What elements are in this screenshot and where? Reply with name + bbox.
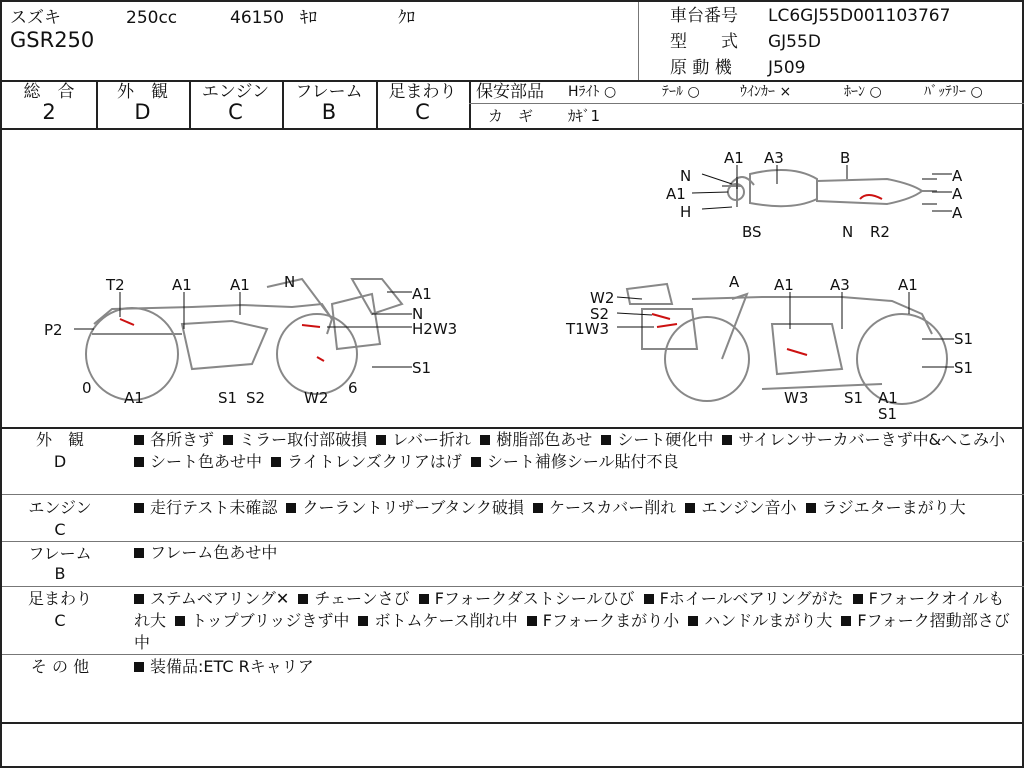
vehicle-color: ｸﾛ — [398, 8, 415, 28]
remark-item: ボトムケース削れ中 — [358, 611, 517, 630]
remark-suspension-label: 足まわり — [27, 589, 92, 608]
grade-frame-label: フレーム — [295, 82, 363, 102]
diag-top-2: A3 — [764, 149, 784, 167]
top-damage-mark — [860, 195, 882, 199]
remark-suspension-items — [134, 588, 1014, 654]
remark-item: Fフォーク摺動部さび中 — [134, 611, 1010, 652]
diag-top-4: N — [680, 167, 692, 185]
diag-left-10: 0 — [82, 379, 92, 397]
diag-top-6: H — [680, 203, 692, 221]
horn-label: ﾎｰﾝ — [844, 84, 865, 100]
displacement: 250cc — [126, 8, 178, 28]
remark-item: ハンドルまがり大 — [688, 611, 832, 630]
remark-frame-grade: B — [54, 564, 66, 583]
horn-mark: ○ — [869, 84, 882, 100]
diag-left-1: T2 — [106, 276, 125, 294]
diag-left-2: A1 — [172, 276, 192, 294]
headlight-item — [568, 82, 616, 102]
diag-right-7: T1W3 — [566, 320, 610, 338]
diag-top-5: A1 — [666, 185, 686, 203]
diag-right-5: W2 — [590, 289, 615, 307]
key-label: カ ギ — [488, 107, 534, 125]
battery-label: ﾊﾞｯﾃﾘｰ — [924, 84, 966, 100]
remark-exterior-items — [134, 429, 1014, 473]
diag-top-8: A — [952, 185, 963, 203]
remark-item: ライトレンズクリアはげ — [271, 452, 462, 471]
diag-left-8: P2 — [44, 321, 63, 339]
remark-other-items — [134, 656, 1014, 678]
diag-right-3: A3 — [830, 276, 850, 294]
diag-right-12: A1 — [878, 389, 898, 407]
tail-item — [662, 82, 700, 102]
diag-left-3: A1 — [230, 276, 250, 294]
headlight-label: Hﾗｲﾄ — [568, 84, 600, 100]
remark-exterior-grade: D — [53, 452, 67, 471]
remark-item: シート補修シール貼付不良 — [471, 452, 679, 471]
remark-item: シート硬化中 — [601, 430, 713, 449]
remark-engine-items — [134, 497, 1014, 519]
remark-item: ミラー取付部破損 — [223, 430, 367, 449]
remark-item: Fフォークダストシールひび — [419, 589, 635, 608]
remark-item: 各所きず — [134, 430, 214, 449]
diag-left-5: A1 — [412, 285, 432, 303]
remark-suspension-grade: C — [54, 611, 66, 630]
remark-item: フレーム色あせ中 — [134, 543, 277, 562]
frame-no-label: 車台番号 — [670, 6, 738, 26]
remark-frame-items — [134, 542, 1014, 564]
right-side-sketch — [627, 284, 947, 404]
remark-item: 装備品:ETC Rキャリア — [134, 657, 314, 676]
key-value: ｶｷﾞ1 — [568, 107, 601, 125]
remark-item: ケースカバー削れ — [533, 498, 676, 517]
diag-left-7: H2W3 — [412, 320, 458, 338]
remark-item: ステムベアリング✕ — [134, 589, 289, 608]
diag-left-12: S1 — [218, 389, 238, 407]
diag-right-9: S1 — [954, 359, 974, 377]
grade-engine-value: C — [228, 100, 243, 124]
winker-mark: × — [779, 84, 792, 100]
tail-label: ﾃｰﾙ — [662, 84, 683, 100]
diag-top-1: A1 — [724, 149, 744, 167]
diag-left-9: S1 — [412, 359, 432, 377]
grade-frame-value: B — [321, 100, 337, 124]
headlight-mark: ○ — [603, 84, 617, 100]
diag-left-6: N — [412, 305, 424, 323]
diag-right-11: S1 — [844, 389, 864, 407]
top-view-sketch — [722, 170, 937, 207]
remark-frame-label: フレーム — [28, 544, 92, 563]
diag-right-10: W3 — [784, 389, 809, 407]
diag-left-11: A1 — [124, 389, 144, 407]
remark-item: Fホイールベアリングがた — [644, 589, 844, 608]
damage-diagram — [2, 129, 1022, 427]
diag-right-13: S1 — [878, 405, 898, 423]
diag-top-12: R2 — [870, 223, 890, 241]
mileage: 46150 — [230, 8, 285, 28]
battery-mark: ○ — [970, 84, 983, 100]
diag-left-4: N — [284, 273, 296, 291]
remark-item: Fフォークオイルもれ大 — [134, 589, 1005, 630]
diag-top-11: N — [842, 223, 854, 241]
diag-left-14: W2 — [304, 389, 329, 407]
diag-right-6: S2 — [590, 305, 610, 323]
left-damage-marks — [120, 319, 324, 361]
diag-top-10: BS — [742, 223, 762, 241]
remark-item: レバー折れ — [376, 430, 471, 449]
remark-other-label: そ の 他 — [30, 657, 90, 676]
diag-top-3: B — [840, 149, 851, 167]
remark-item: ラジエターまがり大 — [806, 498, 966, 517]
diag-left-13: S2 — [246, 389, 266, 407]
remark-exterior-label: 外 観 — [35, 430, 84, 449]
remark-item: エンジン音小 — [685, 498, 796, 517]
frame-no: LC6GJ55D001103767 — [768, 6, 951, 26]
tail-mark: ○ — [687, 84, 700, 100]
grade-overall-label: 総 合 — [23, 82, 75, 102]
diag-right-8: S1 — [954, 330, 974, 348]
remark-item: シート色あせ中 — [134, 452, 262, 471]
type-value: GJ55D — [768, 32, 821, 52]
mileage-unit: ｷﾛ — [300, 8, 317, 28]
horn-item — [844, 82, 882, 102]
remark-item: 樹脂部色あせ — [480, 430, 592, 449]
grade-suspension-label: 足まわり — [388, 82, 457, 102]
grade-overall-value: 2 — [42, 100, 56, 124]
remark-engine-label: エンジン — [28, 498, 92, 517]
remark-item: 走行テスト未確認 — [134, 498, 277, 517]
engine-model: J509 — [768, 58, 806, 78]
winker-label: ｳｲﾝｶｰ — [740, 84, 775, 100]
grade-exterior-value: D — [134, 100, 151, 124]
grade-exterior-label: 外 観 — [117, 82, 168, 102]
engine-model-label: 原 動 機 — [670, 58, 732, 78]
diag-top-7: A — [952, 167, 963, 185]
remark-engine-grade: C — [54, 520, 66, 539]
diag-top-9: A — [952, 204, 963, 222]
type-label: 型 式 — [670, 32, 738, 52]
diag-left-15: 6 — [348, 379, 358, 397]
winker-item — [740, 82, 791, 102]
remark-item: チェーンさび — [298, 589, 409, 608]
remark-item: サイレンサーカバーきず中&へこみ小 — [722, 430, 1005, 449]
maker: スズキ — [10, 8, 61, 28]
safety-label: 保安部品 — [476, 82, 544, 102]
remark-item: トップブリッジきず中 — [175, 611, 349, 630]
battery-item — [924, 82, 983, 102]
remark-item: Fフォークまがり小 — [527, 611, 679, 630]
grade-suspension-value: C — [415, 100, 430, 124]
grade-engine-label: エンジン — [201, 82, 270, 102]
model-name: GSR250 — [10, 28, 95, 52]
remark-item: クーラントリザーブタンク破損 — [286, 498, 523, 517]
diag-right-4: A1 — [898, 276, 918, 294]
diag-right-2: A1 — [774, 276, 794, 294]
diag-right-1: A — [729, 273, 740, 291]
